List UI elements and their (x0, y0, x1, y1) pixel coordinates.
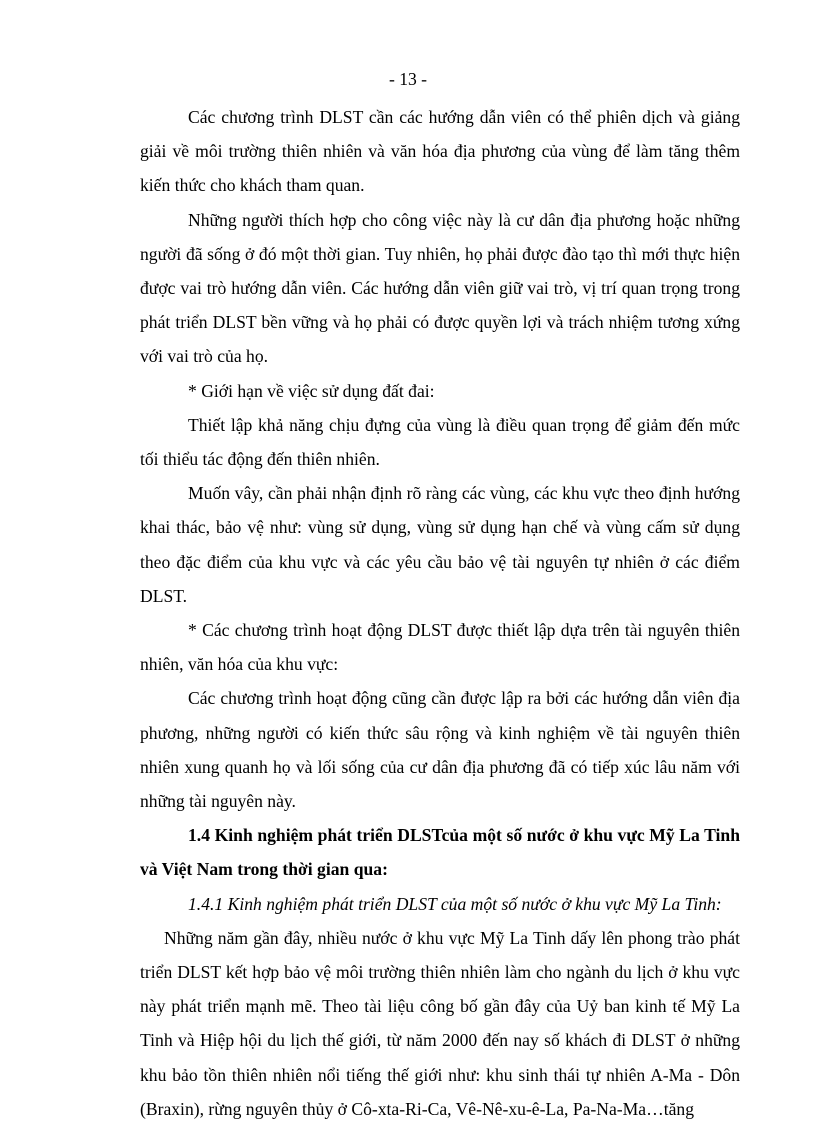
document-body (140, 100, 740, 1126)
paragraph-local-residents: Những người thích hợp cho công việc này là cư dân địa phương hoặc những người đã sống ở đó một thời gian. Tuy nhiên, họ phải được đào tạo thì mới thực hiện được vai trò hướng dẫn viên. Các hướng dẫn viên giữ vai trò, vị trí quan trọng trong phát triển DLST bền vững và họ phải có được quyền lợi và trách nhiệm tương xứng với vai trò của họ. (140, 209, 740, 367)
paragraph-carrying-capacity: Thiết lập khả năng chịu đựng của vùng là điều quan trọng để giảm đến mức tối thiểu tác động đến thiên nhiên. (140, 414, 740, 470)
subsection-heading: 1.4.1 Kinh nghiệm phát triển DLST của một số nước ở khu vực Mỹ La Tinh: (188, 893, 722, 914)
paragraph-land-use-limit: * Giới hạn về việc sử dụng đất đai: (188, 380, 435, 401)
section-heading: 1.4 Kinh nghiệm phát triển DLSTcủa một số nước ở khu vực Mỹ La Tinh và Việt Nam trong thời gian qua: (140, 825, 740, 880)
paragraph-local-guides-programs: Các chương trình hoạt động cũng cần được lập ra bởi các hướng dẫn viên địa phương, những người có kiến thức sâu rộng và kinh nghiệm về tài nguyên thiên nhiên xung quanh họ và lối sống của cư dân địa phương đã có tiếp xúc lâu năm với những tài nguyên này. (140, 688, 740, 812)
paragraph-latin-america: Những năm gần đây, nhiều nước ở khu vực Mỹ La Tinh dấy lên phong trào phát triển DLST kết hợp bảo vệ môi trường thiên nhiên làm cho ngành du lịch ở khu vực này phát triển mạnh mẽ. Theo tài liệu công bố gần đây của Uỷ ban kinh tế Mỹ La Tinh và Hiệp hội du lịch thế giới, từ năm 2000 đến nay số khách đi DLST ở những khu bảo tồn thiên nhiên nổi tiếng thế giới như: khu sinh thái tự nhiên A-Ma - Dôn (Braxin), rừng nguyên thủy ở Cô-xta-Ri-Ca, Vê-Nê-xu-ê-La, Pa-Na-Ma…tăng (140, 927, 740, 1119)
paragraph-programs-based-on-resources: * Các chương trình hoạt động DLST được thiết lập dựa trên tài nguyên thiên nhiên, văn hóa của khu vực: (140, 620, 740, 675)
paragraph-guides-interpretation: Các chương trình DLST cần các hướng dẫn viên có thể phiên dịch và giảng giải về môi trường thiên nhiên và văn hóa địa phương của vùng để làm tăng thêm kiến thức cho khách tham quan. (140, 107, 740, 196)
page-number: - 13 - (388, 69, 428, 89)
paragraph-zoning: Muốn vây, cần phải nhận định rõ ràng các vùng, các khu vực theo định hướng khai thác, bảo vệ như: vùng sử dụng, vùng sử dụng hạn chế và vùng cấm sử dụng theo đặc điểm của khu vực và các yêu cầu bảo vệ tài nguyên tự nhiên ở các điểm DLST. (140, 483, 740, 606)
